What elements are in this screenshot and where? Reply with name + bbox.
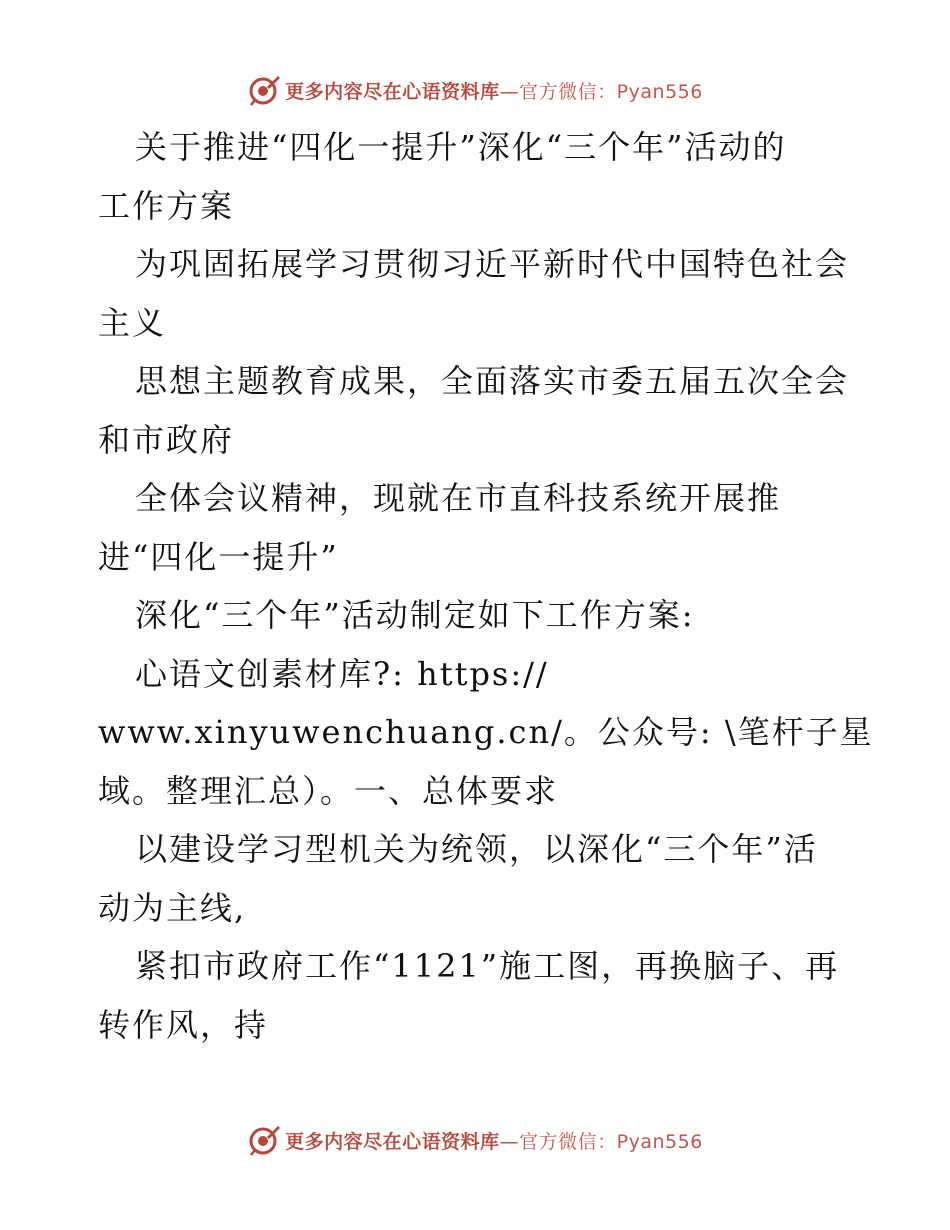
document-line: 紧扣市政府工作“1121”施工图，再换脑子、再	[135, 947, 840, 985]
document-line: 为巩固拓展学习贯彻习近平新时代中国特色社会	[135, 245, 850, 283]
document-line: 思想主题教育成果，全面落实市委五届五次全会	[135, 362, 850, 400]
document-line: www.xinyuwenchuang.cn/。公众号: \笔杆子星	[98, 713, 874, 751]
document-line: 全体会议精神，现就在市直科技系统开展推	[135, 479, 782, 517]
header-banner-tag: 官方微信：Pyan556	[519, 80, 703, 103]
document-line: 以建设学习型机关为统领，以深化“三个年”活	[135, 830, 818, 868]
header-banner-text	[285, 77, 703, 104]
document-line: 深化“三个年”活动制定如下工作方案:	[135, 596, 695, 634]
header-banner-main: 更多内容尽在心语资料库	[285, 80, 500, 103]
document-line: 工作方案	[98, 186, 235, 225]
header-banner-dash: —	[499, 80, 520, 103]
document-line: 关于推进“四化一提升”深化“三个年”活动的	[135, 128, 787, 166]
document-line: 动为主线,	[98, 888, 247, 927]
document-line: 主义	[98, 303, 167, 342]
document-line: 和市政府	[98, 420, 235, 459]
footer-banner-dash: —	[499, 1130, 520, 1153]
document-line: 域。整理汇总）。一、总体要求	[98, 771, 559, 810]
document-line: 进“四化一提升”	[98, 537, 339, 576]
pen-nib-circle-icon	[247, 73, 281, 107]
footer-banner-main: 更多内容尽在心语资料库	[285, 1130, 500, 1153]
footer-banner-tag: 官方微信：Pyan556	[519, 1130, 703, 1153]
header-banner	[0, 70, 950, 110]
document-line: 转作风，持	[98, 1005, 269, 1044]
footer-banner-text	[285, 1127, 703, 1154]
footer-banner	[0, 1120, 950, 1160]
pen-nib-circle-icon	[247, 1123, 281, 1157]
document-line: 心语文创素材库?: https://	[135, 654, 549, 693]
document-body	[98, 118, 874, 1054]
